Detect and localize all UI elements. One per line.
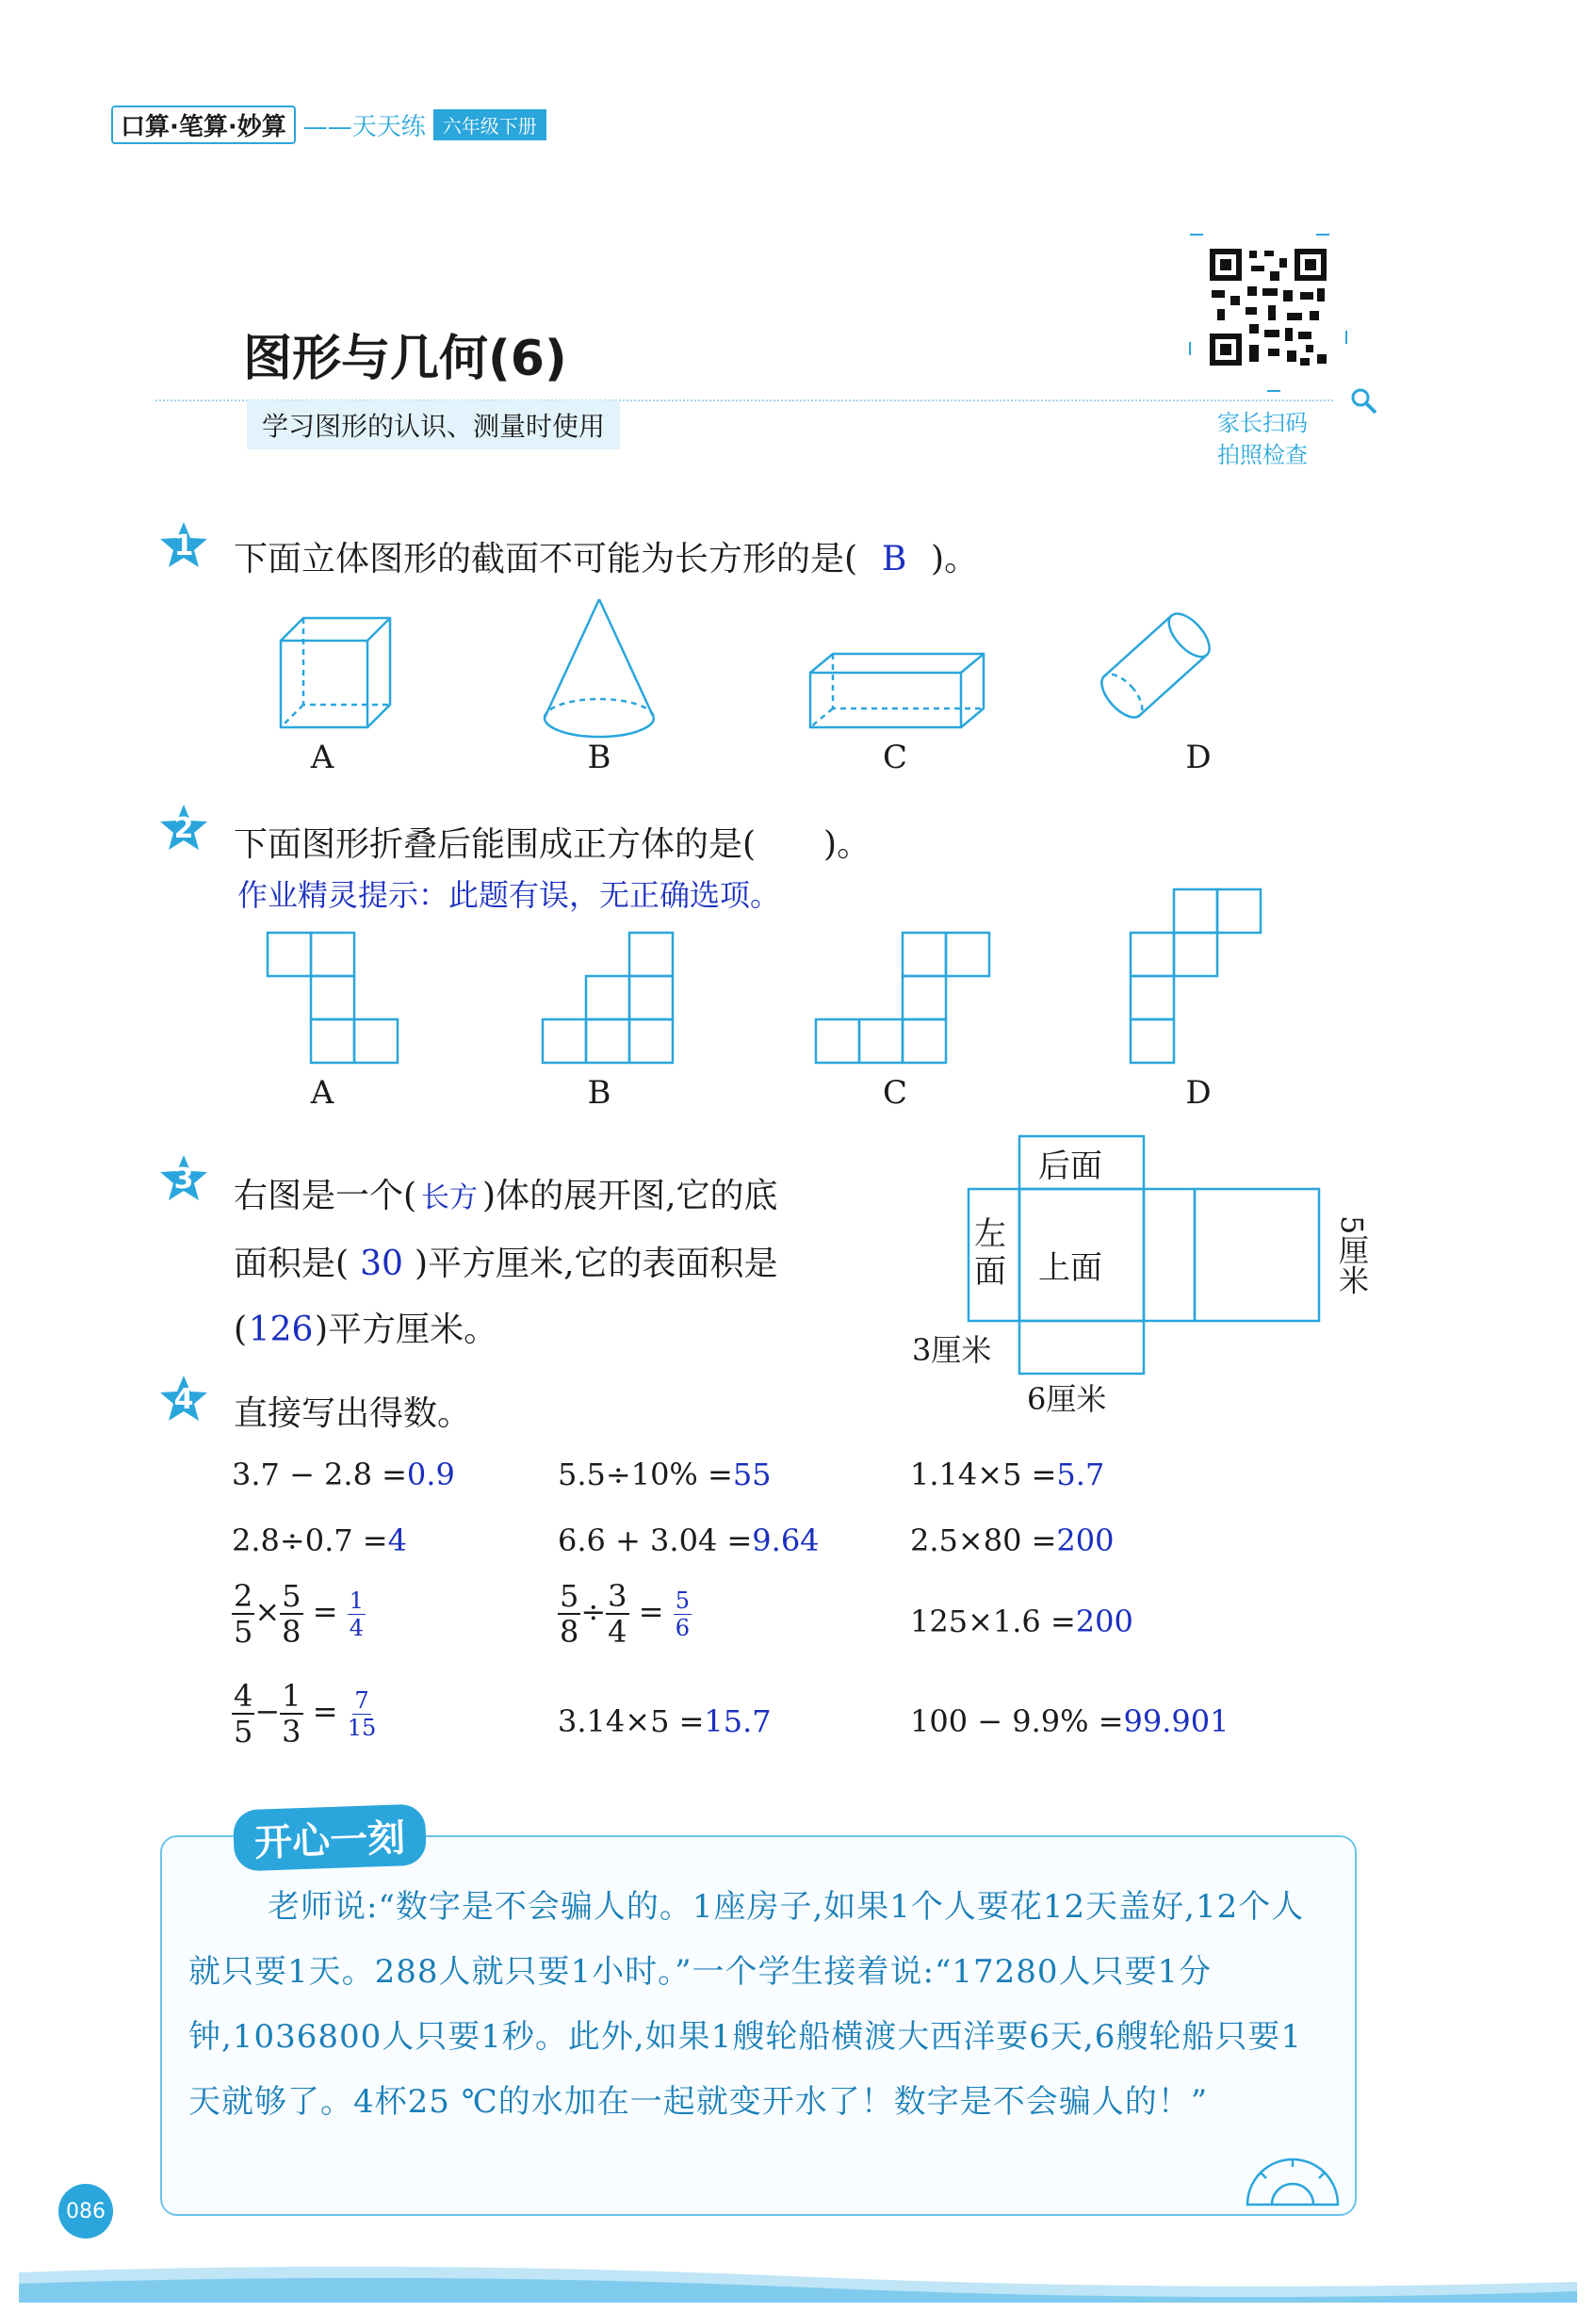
question-3-text: 右图是一个( 长方 )体的展开图,它的底 面积是( 30 )平方厘米,它的表面积是 (126)平方厘米。 [234, 1164, 778, 1363]
cone-shape [545, 599, 654, 737]
net-side-dimension: 3厘米 [912, 1332, 992, 1368]
cube-shape [281, 618, 390, 727]
net-left-label-bottom: 面 [974, 1253, 1006, 1291]
q1-option-c: C [882, 739, 907, 776]
question-4-number: 4 [158, 1374, 209, 1425]
cuboid-shape [810, 654, 984, 727]
question-3-answer-1: 长方 [421, 1181, 479, 1214]
grade-badge: 六年级下册 [433, 109, 546, 140]
net-height-dimension: 5厘米 [1334, 1215, 1370, 1295]
q2-option-c: C [882, 1074, 907, 1112]
q2-option-b: B [587, 1074, 611, 1112]
calc-item: 125×1.6 =200 [910, 1604, 1133, 1639]
question-2-nets [264, 884, 1281, 1072]
series-brand: 口算·笔算·妙算 [111, 106, 296, 144]
question-3-answer-3: 126 [248, 1311, 314, 1349]
question-1-solids [264, 594, 1281, 754]
calc-item: 100 − 9.9% =99.901 [910, 1703, 1230, 1739]
question-4-text: 直接写出得数。 [234, 1394, 472, 1433]
page-title: 图形与几何(6) [243, 331, 567, 387]
page-subtitle: 学习图形的认识、测量时使用 [247, 400, 620, 449]
question-3-answer-2: 30 [360, 1245, 403, 1283]
search-icon [1349, 386, 1379, 416]
net-width-dimension: 6厘米 [1027, 1381, 1107, 1417]
calc-item: 6.6 + 3.04 =9.64 [558, 1522, 820, 1558]
net-d-shape [1131, 889, 1261, 1063]
question-1-text: 下面立体图形的截面不可能为长方形的是( B )。 [234, 540, 979, 578]
net-a-shape [268, 933, 398, 1063]
calc-item: 2.5×80 =200 [910, 1522, 1115, 1558]
net-b-shape [543, 933, 673, 1063]
calc-item: 5.5÷10% =55 [558, 1457, 772, 1492]
qr-code-icon[interactable] [1189, 234, 1347, 392]
calc-item-fraction: $\frac{2}{5}$ × $\frac{5}{8}$ = $\frac{1}{4}$ [234, 1578, 364, 1650]
net-left-label-top: 左 [974, 1215, 1006, 1253]
bottom-wave-decoration [19, 2255, 1577, 2303]
question-2-hint: 作业精灵提示：此题有误，无正确选项。 [237, 877, 781, 913]
net-c-shape [816, 933, 989, 1063]
joke-text: 老师说:“数字是不会骗人的。1座房子,如果1个人要花12天盖好,12个人就只要1天。288人就只要1小时。”一个学生接着说:“17280人只要1分钟,1036800人只要1秒。此外,如果1艘轮船横渡大西洋要6天,6艘轮船只要1天就够了。4杯25 ℃的水加在一起就变开水了！数字是不会骗人的！” [188, 1888, 1305, 2121]
series-header [111, 106, 546, 143]
question-1-number: 1 [158, 520, 209, 571]
question-2-text: 下面图形折叠后能围成正方体的是( )。 [234, 825, 871, 864]
q1-option-a: A [310, 739, 334, 776]
calc-item: 1.14×5 =5.7 [910, 1457, 1105, 1492]
calc-item: 2.8÷0.7 =4 [232, 1522, 407, 1558]
q2-option-d: D [1185, 1074, 1212, 1112]
joke-title: 开心一刻 [233, 1803, 427, 1871]
page-number: 086 [58, 2184, 113, 2239]
q1-option-d: D [1185, 739, 1212, 776]
calc-item: 3.14×5 =15.7 [558, 1703, 772, 1739]
cylinder-shape [1095, 607, 1217, 725]
q1-option-b: B [587, 739, 611, 776]
question-2-number: 2 [158, 803, 209, 854]
question-3-net-diagram [961, 1131, 1357, 1376]
question-3-number: 3 [158, 1153, 209, 1204]
calc-item-fraction: $\frac{5}{8}$ ÷ $\frac{3}{4}$ = $\frac{5}{6}$ [560, 1578, 690, 1650]
net-top-label: 上面 [1038, 1249, 1102, 1287]
series-subtitle: ——天天练 [302, 112, 426, 141]
calc-item-fraction: $\frac{4}{5}$ − $\frac{1}{3}$ = $\frac{7}{15}$ [234, 1678, 377, 1750]
qr-scan-label [1206, 407, 1319, 471]
calc-item: 3.7 − 2.8 =0.9 [232, 1457, 455, 1492]
net-back-label: 后面 [1038, 1148, 1102, 1185]
qr-label-line2: 拍照检查 [1217, 442, 1308, 468]
q2-option-a: A [310, 1074, 334, 1112]
question-1-answer: B [881, 540, 907, 578]
ruler-protractor-icon [1240, 2154, 1344, 2212]
qr-label-line1: 家长扫码 [1217, 410, 1308, 436]
